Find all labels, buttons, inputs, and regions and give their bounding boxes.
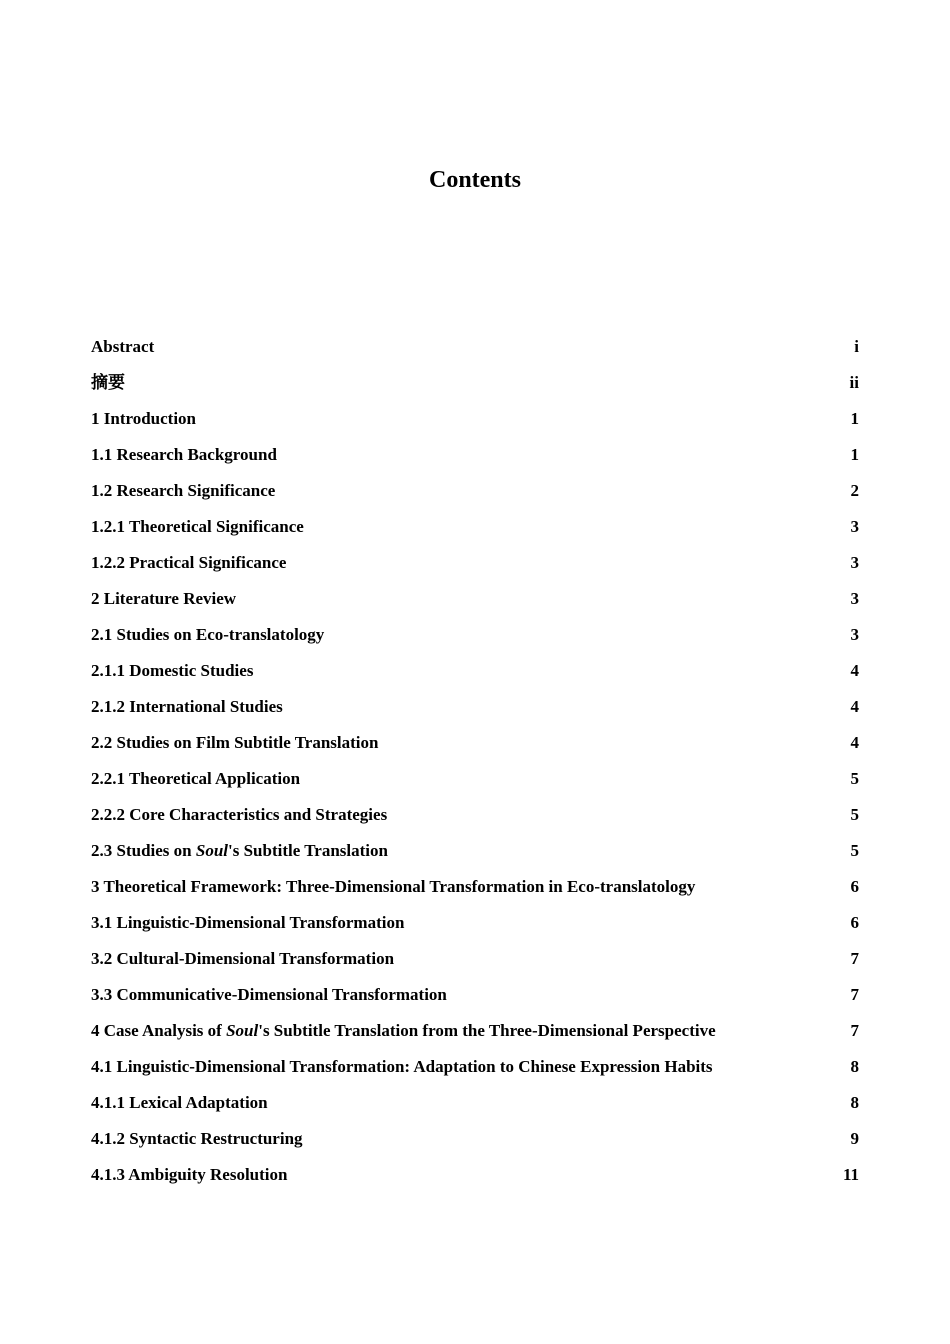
toc-page-number: 6 — [850, 913, 859, 932]
toc-entry-5[interactable] — [91, 478, 859, 514]
toc-page-number: 3 — [850, 553, 859, 572]
toc-page-number: 4 — [850, 733, 859, 752]
toc-page-number: 7 — [850, 1021, 859, 1040]
toc-entry-title: 2.3 Studies on Soul's Subtitle Translation — [91, 841, 388, 860]
toc-entry-10[interactable] — [91, 658, 859, 694]
toc-entry-title: 4 Case Analysis of Soul's Subtitle Translation from the Three-Dimensional Perspective — [91, 1021, 716, 1040]
toc-entry-title: 1.2.1 Theoretical Significance — [91, 517, 304, 536]
toc-entry-title: 2 Literature Review — [91, 589, 237, 608]
toc-entry-21[interactable] — [91, 1054, 859, 1090]
toc-entry-title: 1 Introduction — [91, 409, 197, 428]
toc-entry-title: 1.2 Research Significance — [91, 481, 276, 500]
toc-entry-20[interactable] — [91, 1018, 859, 1054]
toc-page-number: 5 — [850, 769, 859, 788]
toc-page-number: 5 — [850, 805, 859, 824]
toc-entry-title: 4.1.1 Lexical Adaptation — [91, 1093, 268, 1112]
toc-page-number: 11 — [842, 1165, 859, 1184]
toc-entry-title: 摘要 — [91, 373, 125, 392]
toc-page-number: 6 — [850, 877, 859, 896]
toc-entry-title: Abstract — [91, 337, 155, 356]
toc-page-number: 1 — [850, 445, 859, 464]
toc-page-number: 3 — [850, 589, 859, 608]
toc-entry-title: 2.2.1 Theoretical Application — [91, 769, 301, 788]
toc-page-number: ii — [849, 373, 859, 392]
toc-entry-18[interactable] — [91, 946, 859, 982]
toc-entry-1[interactable] — [91, 334, 859, 370]
toc-entry-title: 3.3 Communicative-Dimensional Transformation — [91, 985, 447, 1004]
toc-page-number: 9 — [850, 1129, 859, 1148]
toc-entry-7[interactable] — [91, 550, 859, 586]
toc-entry-title: 2.1.1 Domestic Studies — [91, 661, 254, 680]
toc-entry-title: 1.2.2 Practical Significance — [91, 553, 287, 572]
toc-entry-title: 2.1 Studies on Eco-translatology — [91, 625, 325, 644]
toc-entry-title: 4.1.3 Ambiguity Resolution — [91, 1165, 288, 1184]
toc-entry-title: 1.1 Research Background — [91, 445, 277, 464]
toc-entry-6[interactable] — [91, 514, 859, 550]
toc-entry-2[interactable] — [91, 370, 859, 406]
toc-entry-title: 3.1 Linguistic-Dimensional Transformation — [91, 913, 405, 932]
toc-entry-22[interactable] — [91, 1090, 859, 1126]
page-title: Contents — [428, 167, 521, 193]
toc-entry-8[interactable] — [91, 586, 859, 622]
toc-page-number: 3 — [850, 517, 859, 536]
toc-page-number: 7 — [850, 985, 859, 1004]
toc-entry-title: 2.1.2 International Studies — [91, 697, 283, 716]
toc-entry-12[interactable] — [91, 730, 859, 766]
toc-entry-11[interactable] — [91, 694, 859, 730]
toc-page-number: 8 — [850, 1093, 859, 1112]
toc-entry-title: 4.1 Linguistic-Dimensional Transformation: Adaptation to Chinese Expression Habits — [91, 1057, 713, 1076]
toc-entry-4[interactable] — [91, 442, 859, 478]
toc-entry-17[interactable] — [91, 910, 859, 946]
toc-page-number: 5 — [850, 841, 859, 860]
toc-entry-24[interactable] — [91, 1162, 859, 1198]
toc-page-number: 2 — [850, 481, 859, 500]
toc-entry-23[interactable] — [91, 1126, 859, 1162]
toc-entry-3[interactable] — [91, 406, 859, 442]
toc-entry-13[interactable] — [91, 766, 859, 802]
toc-entry-19[interactable] — [91, 982, 859, 1018]
toc-entry-15[interactable] — [91, 838, 859, 874]
table-of-contents — [91, 334, 859, 1198]
toc-page-number: 7 — [850, 949, 859, 968]
toc-entry-9[interactable] — [91, 622, 859, 658]
toc-page-number: i — [854, 337, 859, 356]
toc-entry-title: 2.2.2 Core Characteristics and Strategies — [91, 805, 388, 824]
toc-page-number: 8 — [850, 1057, 859, 1076]
toc-entry-16[interactable] — [91, 874, 859, 910]
toc-entry-title: 3 Theoretical Framework: Three-Dimensional Transformation in Eco-translatology — [91, 877, 696, 896]
toc-entry-title: 2.2 Studies on Film Subtitle Translation — [91, 733, 379, 752]
toc-entry-14[interactable] — [91, 802, 859, 838]
toc-page-number: 1 — [850, 409, 859, 428]
toc-entry-title: 4.1.2 Syntactic Restructuring — [91, 1129, 303, 1148]
toc-page-number: 4 — [850, 697, 859, 716]
toc-page-number: 3 — [850, 625, 859, 644]
toc-page-number: 4 — [850, 661, 859, 680]
toc-entry-title: 3.2 Cultural-Dimensional Transformation — [91, 949, 395, 968]
